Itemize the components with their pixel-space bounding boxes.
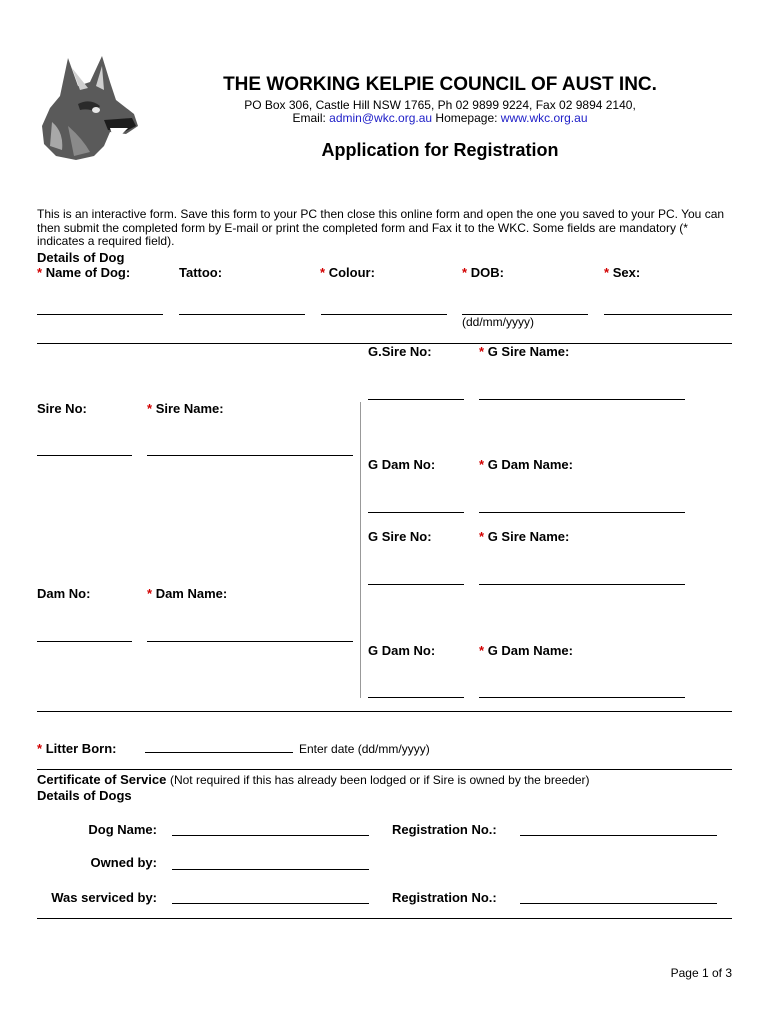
- divider: [37, 711, 732, 712]
- sire-name-label: * Sire Name:: [147, 401, 224, 416]
- gsire2-no-field[interactable]: [368, 570, 464, 585]
- required-mark: *: [147, 586, 153, 601]
- gsire1-no-field[interactable]: [368, 385, 464, 400]
- sire-no-label: Sire No:: [37, 401, 87, 416]
- gdam2-name-field[interactable]: [479, 683, 685, 698]
- divider: [37, 918, 732, 919]
- tattoo-field[interactable]: [179, 300, 305, 315]
- sex-label: * Sex:: [604, 265, 641, 280]
- pedigree-bracket: [360, 402, 361, 698]
- gdam1-no-field[interactable]: [368, 498, 464, 513]
- gdam2-no-field[interactable]: [368, 683, 464, 698]
- gdam1-name-field[interactable]: [479, 498, 685, 513]
- required-mark: *: [479, 643, 485, 658]
- gdam2-name-label: * G Dam Name:: [479, 643, 573, 658]
- name-of-dog-field[interactable]: [37, 300, 163, 315]
- colour-label: * Colour:: [320, 265, 375, 280]
- details-of-dogs-heading: Details of Dogs: [37, 788, 132, 803]
- org-contact: [150, 111, 730, 125]
- dam-no-field[interactable]: [37, 627, 132, 642]
- gsire2-name-label: * G Sire Name:: [479, 529, 570, 544]
- required-mark: *: [37, 265, 43, 280]
- certificate-note: (Not required if this has already been lodged or if Sire is owned by the breeder): [169, 773, 590, 787]
- email-label: Email:: [292, 111, 326, 125]
- homepage-label: Homepage:: [435, 111, 498, 125]
- required-mark: *: [479, 529, 485, 544]
- dob-hint: (dd/mm/yyyy): [462, 315, 534, 329]
- form-title: Application for Registration: [321, 140, 559, 160]
- registration-no-2-field[interactable]: [520, 889, 717, 904]
- gdam1-no-label: G Dam No:: [368, 457, 436, 472]
- divider: [37, 769, 732, 770]
- certificate-heading-row: [37, 772, 590, 787]
- sire-name-field[interactable]: [147, 441, 353, 456]
- dob-label: * DOB:: [462, 265, 504, 280]
- required-mark: *: [462, 265, 468, 280]
- dam-name-field[interactable]: [147, 627, 353, 642]
- dog-name-field[interactable]: [172, 821, 369, 836]
- dam-name-label: * Dam Name:: [147, 586, 228, 601]
- sex-field[interactable]: [604, 300, 732, 315]
- dog-name-label: Dog Name:: [88, 822, 157, 837]
- details-of-dog-heading: Details of Dog: [37, 250, 125, 265]
- intro-text: This is an interactive form. Save this form to your PC then close this online form and open the one you saved to your PC. You can then submit the completed form by E-mail or print the completed form and Fax it to the WKC. Some fields are mandatory (* indicates a required field).: [37, 207, 725, 248]
- required-mark: *: [604, 265, 610, 280]
- gdam1-name-label: * G Dam Name:: [479, 457, 573, 472]
- kelpie-logo-icon: [38, 52, 142, 164]
- litter-born-label: * Litter Born:: [37, 741, 117, 756]
- dam-no-label: Dam No:: [37, 586, 91, 601]
- owned-by-field[interactable]: [172, 855, 369, 870]
- gdam2-no-label: G Dam No:: [368, 643, 436, 658]
- required-mark: *: [479, 344, 485, 359]
- registration-no-1-field[interactable]: [520, 821, 717, 836]
- registration-no-1-label: Registration No.:: [392, 822, 497, 837]
- required-mark: *: [320, 265, 326, 280]
- org-name: THE WORKING KELPIE COUNCIL OF AUST INC.: [223, 74, 657, 95]
- registration-no-2-label: Registration No.:: [392, 890, 497, 905]
- required-mark: *: [479, 457, 485, 472]
- homepage-link[interactable]: www.wkc.org.au: [500, 111, 588, 125]
- dob-field[interactable]: [462, 300, 588, 315]
- colour-field[interactable]: [321, 300, 447, 315]
- gsire1-no-label: G.Sire No:: [368, 344, 432, 359]
- org-address: PO Box 306, Castle Hill NSW 1765, Ph 02 9899 9224, Fax 02 9894 2140,: [244, 98, 636, 112]
- gsire1-name-label: * G Sire Name:: [479, 344, 570, 359]
- required-mark: *: [37, 741, 43, 756]
- name-of-dog-label: * Name of Dog:: [37, 265, 131, 280]
- tattoo-label: Tattoo:: [179, 265, 223, 280]
- litter-born-field[interactable]: [145, 738, 293, 753]
- email-link[interactable]: admin@wkc.org.au: [329, 111, 433, 125]
- gsire1-name-field[interactable]: [479, 385, 685, 400]
- gsire2-name-field[interactable]: [479, 570, 685, 585]
- page-number: Page 1 of 3: [670, 966, 732, 980]
- required-mark: *: [147, 401, 153, 416]
- owned-by-label: Owned by:: [90, 855, 157, 870]
- was-serviced-by-field[interactable]: [172, 889, 369, 904]
- certificate-heading: Certificate of Service: [37, 772, 167, 787]
- was-serviced-by-label: Was serviced by:: [51, 890, 157, 905]
- litter-born-hint: Enter date (dd/mm/yyyy): [299, 742, 430, 756]
- gsire2-no-label: G Sire No:: [368, 529, 432, 544]
- sire-no-field[interactable]: [37, 441, 132, 456]
